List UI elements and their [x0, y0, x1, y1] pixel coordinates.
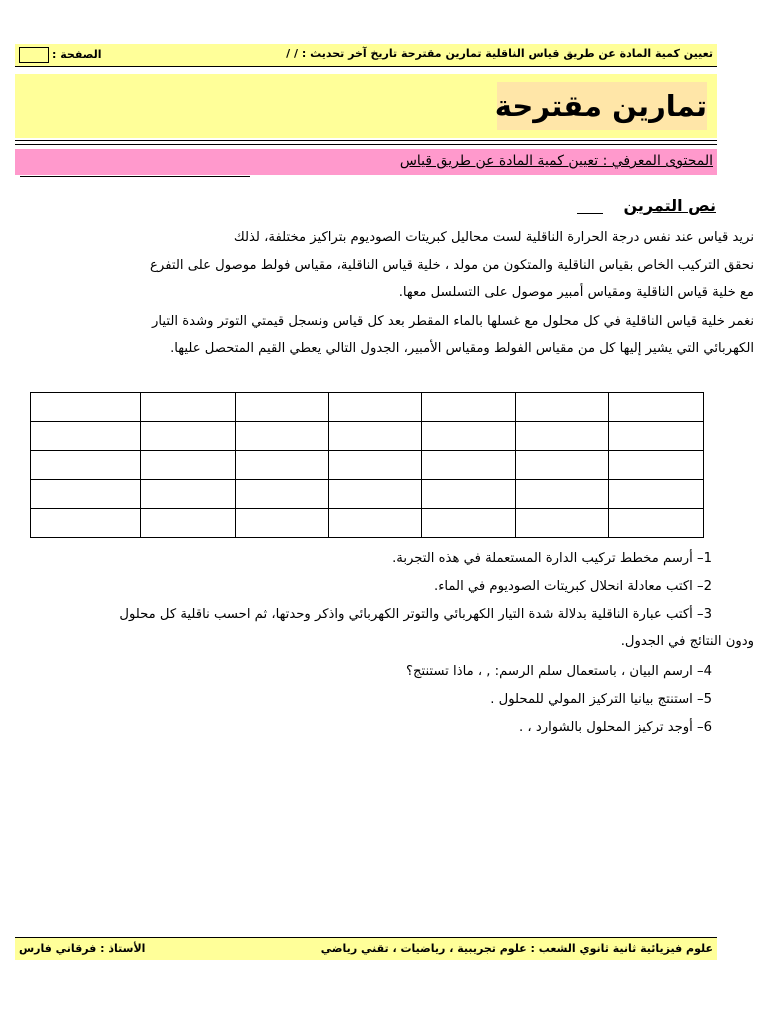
- exercise-line-1: نريد قياس عند نفس درجة الحرارة الناقلية لست محاليل كبريتات الصوديوم بتراكيز مختلفة، لذلك: [233, 230, 754, 245]
- content-label: المحتوى المعرفي : تعيين كمية المادة عن طريق قياس: [399, 153, 713, 169]
- table-cell: [329, 509, 422, 538]
- footer-teacher: الأستاذ : فرقاني فارس: [19, 942, 146, 955]
- top-header-bar: [15, 44, 717, 67]
- question-5: 5– استنتج بيانيا التركيز المولي للمحلول .: [490, 692, 712, 707]
- exercise-title-underline: [577, 213, 603, 214]
- table-cell: [31, 480, 141, 509]
- table-cell: [422, 393, 516, 422]
- question-1: 1– أرسم مخطط تركيب الدارة المستعملة في هذه التجربة.: [392, 551, 712, 566]
- table-cell: [235, 509, 329, 538]
- page-label: [19, 47, 101, 63]
- table-row: [31, 480, 704, 509]
- question-6: 6– أوجد تركيز المحلول بالشوارد ، .: [519, 720, 712, 735]
- question-3: 3– أكتب عبارة الناقلية بدلالة شدة التيار الكهربائي والتوتر الكهربائي واذكر وحدتها، ثم احسب ناقلية كل محلول: [119, 607, 712, 622]
- table-cell: [31, 451, 141, 480]
- table-cell: [609, 480, 704, 509]
- table-cell: [516, 393, 609, 422]
- table-cell: [329, 393, 422, 422]
- table-row: [31, 451, 704, 480]
- table-cell: [516, 451, 609, 480]
- table-cell: [235, 422, 329, 451]
- table-row: [31, 422, 704, 451]
- table-row: [31, 509, 704, 538]
- table-cell: [140, 451, 235, 480]
- exercise-line-3: مع خلية قياس الناقلية ومقياس أمبير موصول على التسلسل معها.: [398, 285, 754, 300]
- table-cell: [140, 480, 235, 509]
- exercise-line-5: الكهربائي التي يشير إليها كل من مقياس الفولط ومقياس الأمبير، الجدول التالي يعطي القيم المتحصل عليها.: [170, 341, 754, 356]
- content-underline: [20, 176, 250, 177]
- table-cell: [516, 422, 609, 451]
- content-bar: [15, 149, 717, 175]
- table-cell: [609, 422, 704, 451]
- table-cell: [31, 422, 141, 451]
- table-cell: [609, 509, 704, 538]
- table-cell: [609, 393, 704, 422]
- table-row: [31, 393, 704, 422]
- title-banner: [15, 74, 717, 138]
- table-cell: [422, 451, 516, 480]
- table-cell: [329, 451, 422, 480]
- header-title: تعيين كمية المادة عن طريق قياس الناقلية تمارين مقترحة تاريخ آخر تحديث : / /: [286, 47, 713, 60]
- table-cell: [140, 422, 235, 451]
- table-cell: [329, 480, 422, 509]
- table-cell: [422, 480, 516, 509]
- table-cell: [140, 393, 235, 422]
- question-3-continued: ودون النتائج في الجدول.: [620, 634, 754, 649]
- footer-bar: [15, 937, 717, 960]
- table-cell: [235, 393, 329, 422]
- exercise-line-2: نحقق التركيب الخاص بقياس الناقلية والمتكون من مولد ، خلية قياس الناقلية، مقياس فولط موصول على التفرع: [150, 258, 754, 273]
- table-cell: [235, 451, 329, 480]
- table-cell: [140, 509, 235, 538]
- divider-bottom: [15, 144, 717, 145]
- table-cell: [31, 509, 141, 538]
- exercise-line-4: نغمر خلية قياس الناقلية في كل محلول مع غسلها بالماء المقطر بعد كل قياس ونسجل قيمتي التوتر وشدة التيار: [152, 314, 754, 329]
- banner-title: تمارين مقترحة: [497, 82, 707, 130]
- table-cell: [31, 393, 141, 422]
- question-4: 4– ارسم البيان ، باستعمال سلم الرسم: , ، ماذا تستنتج؟: [405, 664, 712, 679]
- table-cell: [329, 422, 422, 451]
- divider-top: [15, 140, 717, 141]
- table-cell: [516, 480, 609, 509]
- page-number-box: [19, 47, 49, 63]
- footer-subject: علوم فيزيائية ثانية ثانوي الشعب : علوم تجريبية ، رياضيات ، تقني رياضي: [320, 942, 713, 955]
- page-label-text: الصفحة :: [52, 48, 102, 61]
- table-cell: [516, 509, 609, 538]
- exercise-title: نص التمرين: [623, 196, 716, 215]
- table-cell: [422, 422, 516, 451]
- table-cell: [235, 480, 329, 509]
- question-2: 2– اكتب معادلة انحلال كبريتات الصوديوم في الماء.: [434, 579, 712, 594]
- results-table: [30, 392, 704, 538]
- table-cell: [422, 509, 516, 538]
- table-cell: [609, 451, 704, 480]
